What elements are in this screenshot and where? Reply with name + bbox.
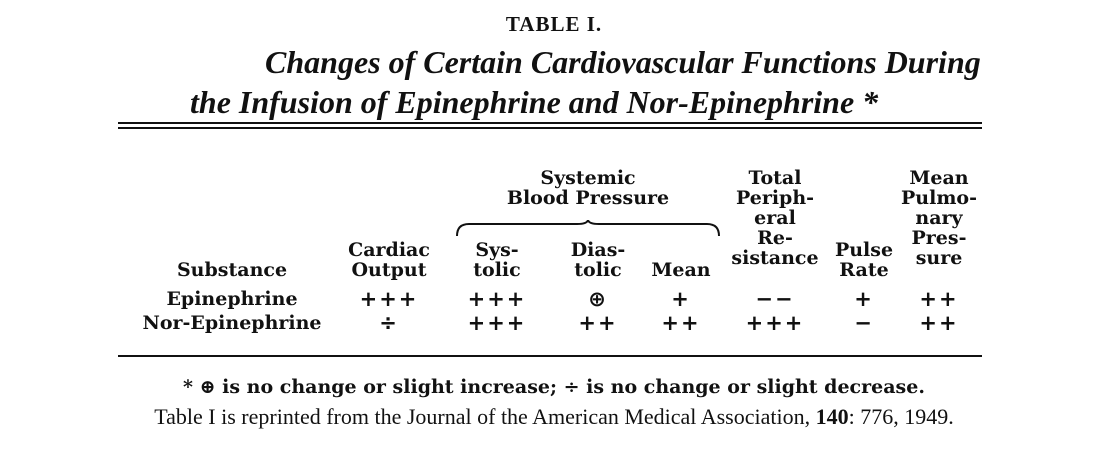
source-citation [0, 404, 1108, 430]
col-header-line: Rate [839, 259, 889, 281]
table-cell: + [671, 287, 691, 311]
source-suffix: : 776, 1949. [848, 404, 954, 429]
table-label [0, 12, 1108, 37]
col-header-line: Substance [176, 259, 288, 281]
col-header-line: Re- [757, 227, 793, 249]
table-cell: − [854, 311, 874, 335]
col-header-line: eral [754, 207, 796, 229]
col-header-line: sistance [731, 247, 819, 269]
col-header-line: Cardiac [348, 239, 430, 261]
group-header-systemic [507, 168, 669, 208]
table-cell: ++ [919, 287, 959, 311]
col-header-cardiac-output [348, 240, 430, 280]
table-cell: −− [755, 287, 795, 311]
footnote: * ⊕ is no change or slight increase; ÷ is no change or slight decrease. [183, 376, 925, 398]
col-header-substance [177, 260, 287, 280]
col-header-tpr [731, 168, 818, 268]
col-header-line: tolic [473, 259, 521, 281]
table-cell: ÷ [379, 311, 399, 335]
top-rule-1 [118, 122, 982, 124]
col-header-pulse-rate [835, 240, 893, 280]
source-prefix: Table I is reprinted from the Journal of the American Medical Association, [154, 404, 816, 429]
col-header-systolic [473, 240, 520, 280]
col-header-line: Periph- [735, 187, 815, 209]
table-cell-substance: Nor-Epinephrine [142, 312, 322, 334]
table-cell: ++ [578, 311, 618, 335]
source-volume: 140 [815, 404, 849, 429]
table-title-line-2: the Infusion of Epinephrine and Nor-Epinephrine * [190, 84, 879, 120]
col-header-line: Pulmo- [901, 187, 977, 209]
table-cell-substance: Epinephrine [166, 288, 298, 310]
group-header-line: Systemic [540, 167, 636, 189]
table-cell: +++ [359, 287, 419, 311]
col-header-line: Pres- [911, 227, 967, 249]
group-header-line: Blood Pressure [506, 187, 670, 209]
table-cell: +++ [467, 287, 527, 311]
col-header-mean [651, 260, 710, 280]
table-label-text: TABLE I. [505, 12, 603, 36]
col-header-line: Sys- [475, 239, 519, 261]
col-header-line: Pulse [834, 239, 894, 261]
col-header-diastolic [571, 240, 626, 280]
col-header-line: Output [351, 259, 427, 281]
col-header-line: nary [915, 207, 963, 229]
col-header-line: Dias- [570, 239, 626, 261]
bottom-rule [118, 355, 982, 357]
table-cell: ++ [661, 311, 701, 335]
col-header-line: Mean [909, 167, 969, 189]
col-header-line: Mean [651, 259, 711, 281]
table-cell: + [854, 287, 874, 311]
table-cell: ⊕ [588, 287, 608, 311]
table-cell: ++ [919, 311, 959, 335]
col-header-line: tolic [574, 259, 622, 281]
col-header-mean-pulmonary-pressure [901, 168, 977, 268]
table-title-line-1: Changes of Certain Cardiovascular Functions During [265, 44, 981, 80]
col-header-line: sure [915, 247, 963, 269]
table-cell: +++ [745, 311, 805, 335]
col-header-line: Total [748, 167, 802, 189]
top-rule-2 [118, 127, 982, 129]
table-cell: +++ [467, 311, 527, 335]
